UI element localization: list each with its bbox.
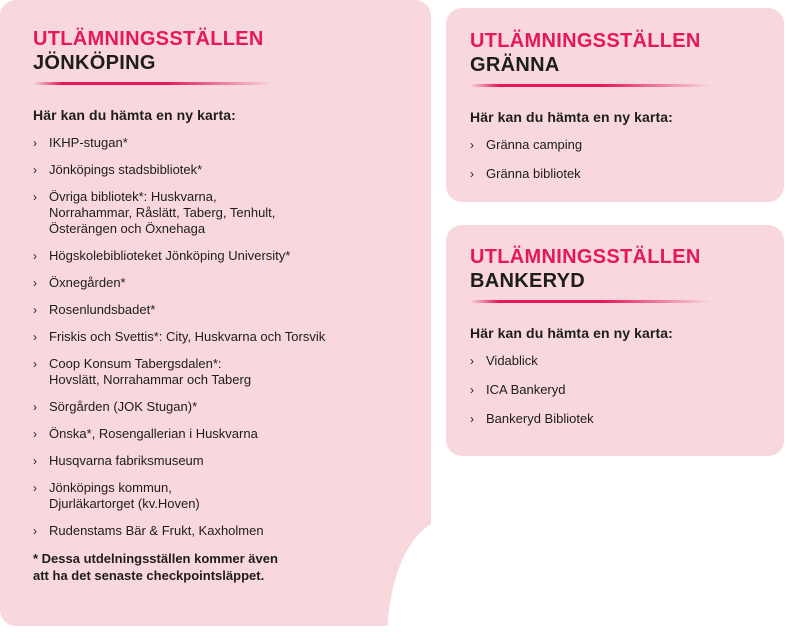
list-item-label: Gränna camping	[486, 137, 583, 152]
subtitle: Här kan du hämta en ny karta:	[33, 107, 236, 123]
chevron-right-icon: ›	[470, 138, 474, 152]
accent-divider	[470, 84, 710, 87]
list-item	[33, 523, 407, 539]
list-item-label: Rudenstams Bär & Frukt, Kaxholmen	[49, 523, 264, 538]
list-item	[470, 353, 760, 369]
heading-bankeryd	[470, 247, 760, 291]
heading-kicker: UTLÄMNINGSSTÄLLEN	[470, 30, 701, 52]
list-item-label: Högskolebiblioteket Jönköping University*	[49, 248, 291, 263]
chevron-right-icon: ›	[33, 481, 37, 495]
list-item	[33, 480, 407, 512]
accent-divider	[470, 300, 710, 303]
heading-kicker: UTLÄMNINGSSTÄLLEN	[470, 246, 701, 268]
heading-city: BANKERYD	[470, 270, 585, 292]
chevron-right-icon: ›	[33, 136, 37, 150]
footnote: * Dessa utdelningsställen kommer även att ha det senaste checkpointsläppet.	[33, 551, 278, 583]
chevron-right-icon: ›	[33, 276, 37, 290]
heading-kicker: UTLÄMNINGSSTÄLLEN	[33, 28, 264, 50]
list-item-label: Friskis och Svettis*: City, Huskvarna och Torsvik	[49, 329, 326, 344]
location-list-bankeryd	[470, 353, 760, 427]
chevron-right-icon: ›	[33, 400, 37, 414]
list-item	[33, 189, 407, 237]
chevron-right-icon: ›	[33, 454, 37, 468]
list-item-label: Önska*, Rosengallerian i Huskvarna	[49, 426, 258, 441]
list-item-label: Jönköpings kommun, Djurläkartorget (kv.Hoven)	[49, 480, 200, 511]
chevron-right-icon: ›	[33, 357, 37, 371]
list-item	[470, 382, 760, 398]
list-item-label: Sörgården (JOK Stugan)*	[49, 399, 198, 414]
heading-granna	[470, 31, 760, 75]
list-item	[470, 137, 760, 153]
chevron-right-icon: ›	[470, 383, 474, 397]
list-item	[33, 302, 407, 318]
list-item-label: Coop Konsum Tabergsdalen*: Hovslätt, Norrahammar och Taberg	[49, 356, 252, 387]
chevron-right-icon: ›	[470, 412, 474, 426]
list-item-label: Jönköpings stadsbibliotek*	[49, 162, 203, 177]
list-item	[33, 248, 407, 264]
list-item	[470, 411, 760, 427]
chevron-right-icon: ›	[33, 303, 37, 317]
list-item-label: Vidablick	[486, 353, 538, 368]
subtitle: Här kan du hämta en ny karta:	[470, 109, 673, 125]
list-item	[33, 329, 407, 345]
list-item-label: Öxnegården*	[49, 275, 126, 290]
chevron-right-icon: ›	[470, 354, 474, 368]
list-item-label: ICA Bankeryd	[486, 382, 566, 397]
heading-city: JÖNKÖPING	[33, 52, 156, 74]
list-item-label: Bankeryd Bibliotek	[486, 411, 594, 426]
list-item	[33, 135, 407, 151]
location-list-jonkoping	[33, 135, 407, 539]
list-item	[33, 426, 407, 442]
chevron-right-icon: ›	[33, 330, 37, 344]
chevron-right-icon: ›	[33, 163, 37, 177]
accent-divider	[33, 82, 273, 85]
heading-city: GRÄNNA	[470, 54, 560, 76]
list-item	[33, 162, 407, 178]
chevron-right-icon: ›	[33, 249, 37, 263]
chevron-right-icon: ›	[33, 190, 37, 204]
list-item	[470, 166, 760, 182]
list-item-label: Husqvarna fabriksmuseum	[49, 453, 204, 468]
list-item	[33, 356, 407, 388]
location-list-granna	[470, 137, 760, 182]
chevron-right-icon: ›	[470, 167, 474, 181]
list-item-label: IKHP-stugan*	[49, 135, 128, 150]
card-bankeryd	[446, 225, 784, 456]
list-item-label: Rosenlundsbadet*	[49, 302, 156, 317]
list-item-label: Gränna bibliotek	[486, 166, 581, 181]
list-item	[33, 399, 407, 415]
chevron-right-icon: ›	[33, 427, 37, 441]
subtitle: Här kan du hämta en ny karta:	[470, 325, 673, 341]
chevron-right-icon: ›	[33, 524, 37, 538]
heading-jonkoping	[33, 29, 407, 73]
list-item	[33, 275, 407, 291]
list-item-label: Övriga bibliotek*: Huskvarna, Norrahammar, Råslätt, Taberg, Tenhult, Österängen och Öxnehaga	[49, 189, 276, 236]
card-granna	[446, 8, 784, 202]
list-item	[33, 453, 407, 469]
